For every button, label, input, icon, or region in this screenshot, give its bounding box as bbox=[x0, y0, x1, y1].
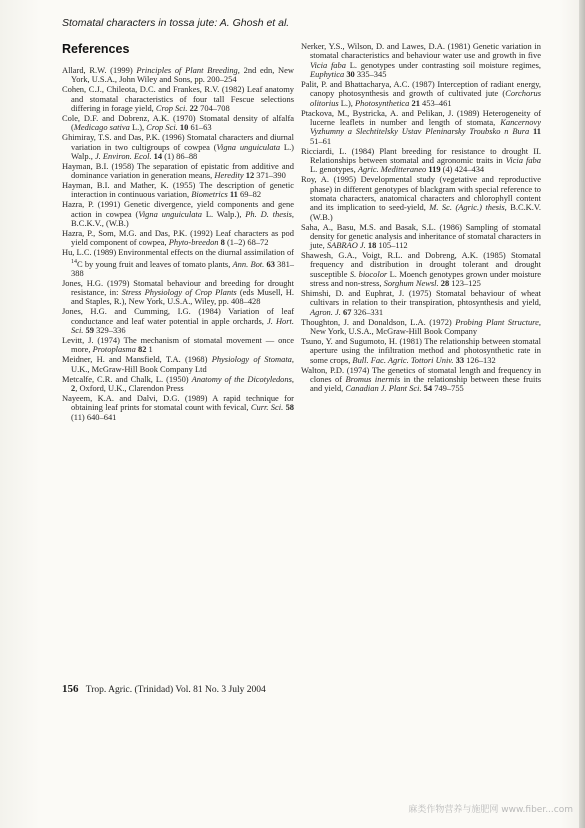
reference-entry: Levitt, J. (1974) The mechanism of stomatal movement — once more, Protoplasma 82 1 bbox=[62, 334, 294, 355]
references-column-right bbox=[301, 42, 541, 394]
reference-entry: Saha, A., Basu, M.S. and Basak, S.L. (1986) Sampling of stomatal density for genetic analysis and inheritance of stomatal characters in jute, SABRAO J. 18 105–112 bbox=[301, 221, 541, 251]
reference-entry: Hayman, B.I. and Mather, K. (1955) The description of genetic interaction in continuous variation, Biometrics 11 69–82 bbox=[62, 180, 294, 200]
reference-entry: Nayeem, K.A. and Dalvi, D.G. (1989) A rapid technique for obtaining leaf prints for stomatal count with fevical, Curr. Sci. 58 (11) 640–641 bbox=[62, 392, 295, 422]
page-footer bbox=[62, 683, 266, 695]
reference-entry: Shimshi, D. and Euphrat, J. (1975) Stomatal behaviour of wheat cultivars in relation to their transpiration, phtosynthesis and yield, Agron. J. 67 326–331 bbox=[301, 288, 541, 317]
reference-entry: Cohen, C.J., Chileota, D.C. and Frankes, R.V. (1982) Leaf anatomy and stomatal characteristics of four tall Fescue selections differing in forage yield, Crop Sci. 22 704–708 bbox=[62, 84, 294, 113]
reference-entry: Thoughton, J. and Donaldson, L.A. (1972) Probing Plant Structure, New York, U.S.A., McGraw-Hill Book Company bbox=[301, 316, 541, 337]
section-title: References bbox=[62, 42, 130, 56]
site-watermark: 麻类作物营养与施肥网 www.fiber...com bbox=[408, 805, 573, 815]
reference-entry: Hazra, P. (1991) Genetic divergence, yield components and gene action in cowpea (Vigna unguiculata L. Walp.), Ph. D. thesis, B.C.K.V., (W.B.) bbox=[62, 199, 294, 229]
journal-citation: Trop. Agric. (Trinidad) Vol. 81 No. 3 July 2004 bbox=[85, 685, 266, 695]
reference-entry: Ghimiray, T.S. and Das, P.K. (1996) Stomatal characters and diurnal variation in two cultigroups of cowpea (Vigna unguiculata L.) Walp., J. Environ. Ecol. 14 (1) 86–88 bbox=[62, 132, 294, 161]
running-head: Stomatal characters in tossa jute: A. Ghosh et al. bbox=[62, 17, 290, 29]
page-spine-shadow bbox=[579, 0, 585, 828]
reference-entry: Ricciardi, L. (1984) Plant breeding for resistance to drought II. Relationships between stomatal and agronomic traits in Vicia faba L. genotypes, Agric. Meditteraneo 119 (4) 424–434 bbox=[301, 145, 541, 175]
reference-entry: Jones, H.G. (1979) Stomatal behaviour and breeding for drought resistance, in: Stress Physiology of Crop Plants (eds Musell, H. and Staples, R.), New York, U.S.A., Wiley, pp. 408–428 bbox=[62, 277, 294, 307]
reference-entry: Tsuno, Y. and Sugumoto, H. (1981) The relationship between stomatal aperture using the infiltration method and photosynthetic rate in some crops, Bull. Fac. Agric. Tottori Univ. 33 126–132 bbox=[301, 336, 541, 365]
reference-entry: Hayman, B.I. (1958) The separation of epistatic from additive and dominance variation in generation means, Heredity 12 371–390 bbox=[62, 160, 294, 181]
reference-entry: Roy, A. (1995) Developmental study (vegetative and reproductive phase) in different genotypes of blackgram with special reference to stomata characters, anatomical characters and chlorophyll content and its implication to seed-yield, M. Sc. (Agric.) thesis, B.C.K.V. (W.B.) bbox=[301, 174, 541, 222]
references-column-left bbox=[62, 66, 294, 422]
reference-entry: Ptackova, M., Bystricka, A. and Pelikan, J. (1989) Heterogeneity of lucerne leaflets in number and length of stomata, Kancernovy Vyzhumny a Slechtitelsky Ustav Pleninarsky Troubsko n Bura 11 51–61 bbox=[301, 107, 542, 146]
reference-entry: Walton, P.D. (1974) The genetics of stomatal length and frequency in clones of Bromus inermis in the relationship between these fruits and yield, Canadian J. Plant Sci. 54 749–755 bbox=[301, 364, 541, 394]
reference-entry: Hu, L.C. (1989) Environmental effects on the diurnal assimilation of $^{14}$C by young fruit and leaves of tomato plants, Ann. Bot. 63 381–388 bbox=[62, 247, 295, 278]
page-number: 156 bbox=[62, 683, 79, 695]
reference-entry: Hazra, P., Som, M.G. and Das, P.K. (1992) Leaf characters as pod yield component of cowpea, Phyto-breedon 8 (1–2) 68–72 bbox=[62, 228, 294, 248]
reference-entry: Jones, H.G. and Cumming, I.G. (1984) Variation of leaf conductance and leaf water potential in apple orchards, J. Hort. Sci. 59 329–336 bbox=[62, 306, 294, 336]
reference-entry: Cole, D.F. and Dobrenz, A.K. (1970) Stomatal density of alfalfa (Medicago sativa L.), Crop Sci. 10 61–63 bbox=[62, 112, 294, 133]
reference-entry: Palit, P. and Bhattacharya, A.C. (1987) Interception of radiant energy, canopy photosynthesis and growth of cultivated jute (Corchorus olitorius L.), Photosynthetica 21 453–461 bbox=[301, 78, 541, 108]
reference-entry: Allard, R.W. (1999) Principles of Plant Breeding, 2nd edn, New York, U.S.A., John Wiley and Sons, pp. 200–254 bbox=[62, 65, 294, 85]
reference-entry: Nerker, Y.S., Wilson, D. and Lawes, D.A. (1981) Genetic variation in stomatal characteristics and behaviour water use and growth in five Vicia faba L. genotypes under contrasting soil moisture regimes, Euphytica 30 335–345 bbox=[301, 41, 541, 80]
reference-entry: Shawesh, G.A., Voigt, R.L. and Dobreng, A.K. (1985) Stomatal frequency and distribution in drought tolerant and drought susceptible S. biocolor L. Moench genotypes grown under moisture stress and non-stress, Sorghum Newsl. 28 123–125 bbox=[301, 250, 542, 289]
reference-entry: Metcalfe, C.R. and Chalk, L. (1950) Anatomy of the Dicotyledons, 2, Oxford, U.K., Clarendon Press bbox=[62, 373, 294, 393]
reference-entry: Meidner, H. and Mansfield, T.A. (1968) Physiology of Stomata, U.K., McGraw-Hill Book Company Ltd bbox=[62, 354, 294, 374]
